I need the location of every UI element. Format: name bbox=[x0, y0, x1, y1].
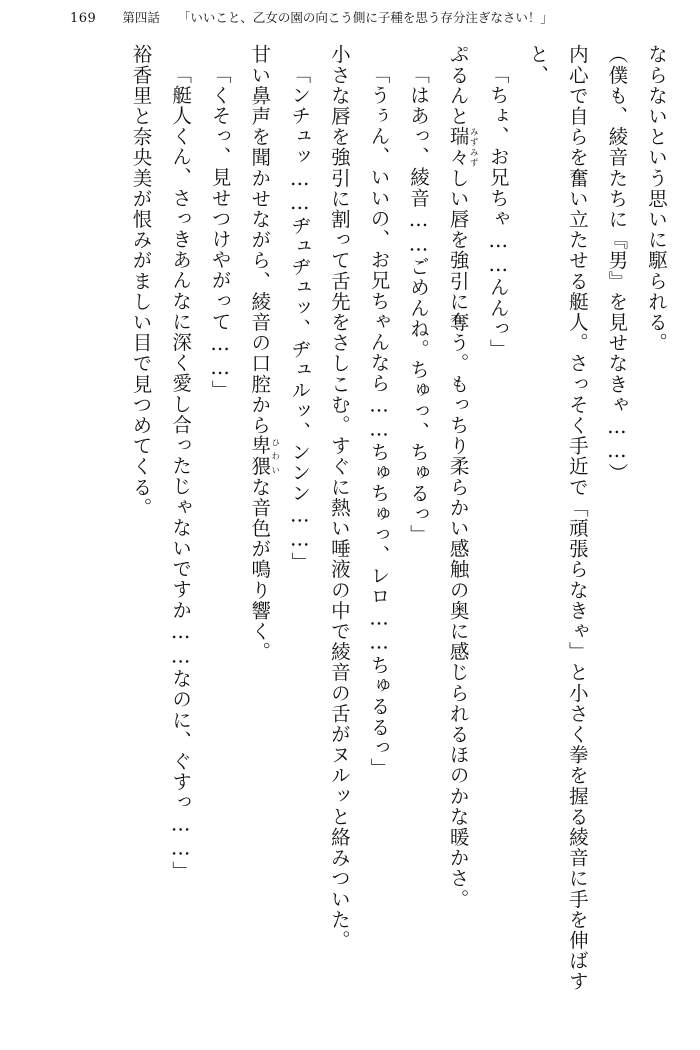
page-number: 169 bbox=[70, 11, 97, 26]
paragraph: ぷるんと瑞々みずみずしい唇を強引に奪う。もっちり柔らかい感触の奥に感じられるほのかな暖かさ。 bbox=[446, 44, 479, 910]
paragraph: 「艇人くん、さっきあんなに深く愛し合ったじゃないですか……なのに、ぐすっ……」 bbox=[169, 63, 193, 881]
paragraph: ならないという思いに駆られる。 bbox=[645, 44, 668, 353]
paragraph: 「うぅん、いいの、お兄ちゃんなら……ちゅちゅっ、レロ……ちゅるるっ」 bbox=[367, 63, 391, 778]
paragraph: 「ンチュッ……ヂュヂュッ、ヂュルッ、ンンン……」 bbox=[288, 63, 312, 572]
ruby-mizumizu: 瑞々みずみず bbox=[446, 126, 479, 168]
chapter-label: 第四話 bbox=[122, 10, 160, 25]
paragraph: （僕も、綾音たちに『男』を見せなきゃ……） bbox=[605, 44, 629, 484]
running-title: 「いいこと、乙女の園の向こう側に子種を思う存分注ぎなさい！」 bbox=[177, 10, 553, 25]
body-area bbox=[24, 44, 676, 1024]
vertical-text-block bbox=[24, 44, 676, 1009]
ruby-hiwai: 卑猥ひわい bbox=[248, 435, 280, 477]
paragraph: 甘い鼻声を聞かせながら、綾音の口腔から卑猥ひわいな音色が鳴り響く。 bbox=[248, 44, 280, 663]
page-header-inner bbox=[26, 8, 674, 26]
paragraph: 裕香里と奈央美が恨みがましい目で見つめてくる。 bbox=[129, 44, 153, 518]
paragraph: 「ちょ、お兄ちゃ……んんっ」 bbox=[486, 63, 510, 359]
paragraph: 「はあっ、綾音……ごめんね。ちゅっ、ちゅるっ」 bbox=[407, 63, 431, 545]
page-header bbox=[0, 8, 700, 34]
paragraph: 小さな唇を強引に割って舌先をさしこむ。すぐに熱い唾液の中で綾音の舌がヌルッと絡みついた。 bbox=[327, 44, 351, 951]
paragraph: 「くそっ、見せつけやがって……」 bbox=[208, 63, 232, 401]
paragraph: 内心で自らを奮い立たせる艇人。さっそく手近で「頑張らなきゃ」と小さく拳を握る綾音に手を伸ばすと、 bbox=[526, 44, 589, 992]
